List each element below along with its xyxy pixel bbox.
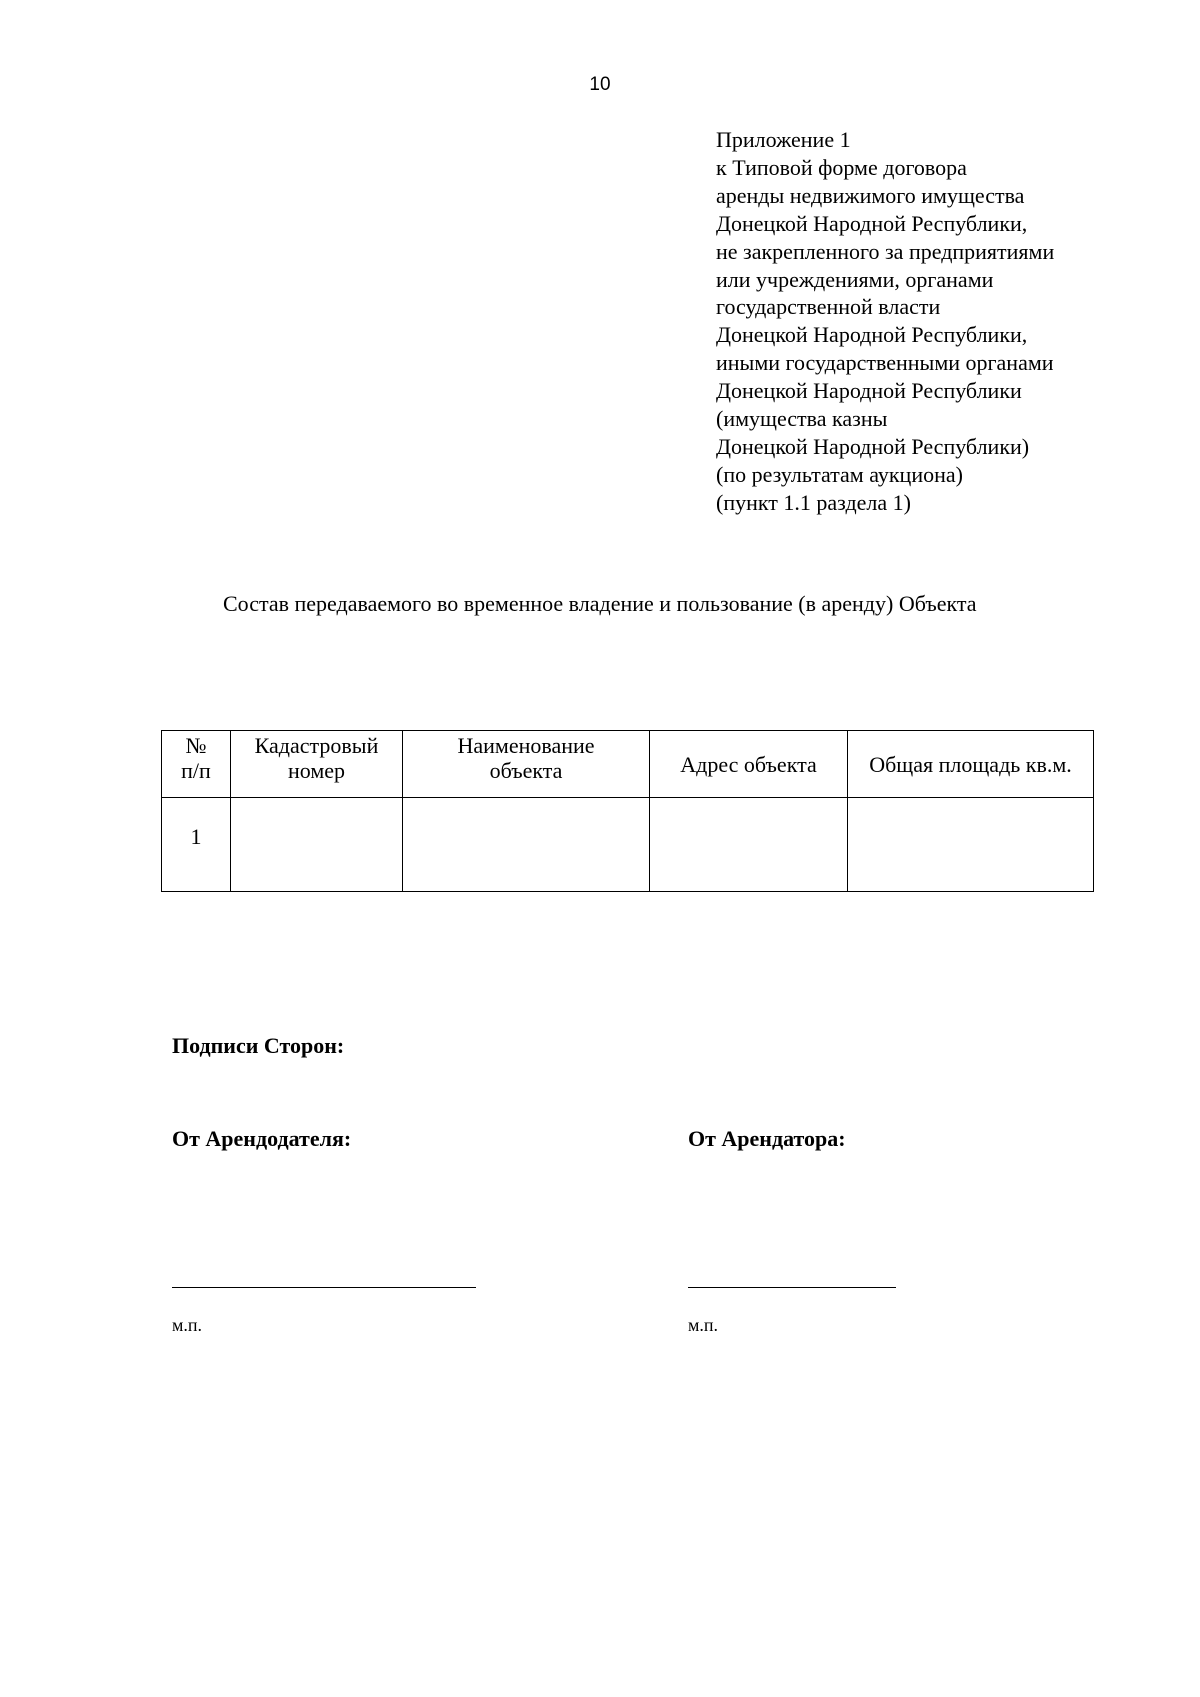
appendix-line: Донецкой Народной Республики, — [716, 210, 1028, 236]
page-number: 10 — [589, 74, 611, 95]
lessor-stamp-place: м.п. — [172, 1315, 203, 1335]
header-name-line1: Наименование — [457, 733, 595, 758]
header-cadastral — [231, 731, 403, 798]
appendix-line: аренды недвижимого имущества — [716, 182, 1025, 208]
appendix-line: не закрепленного за предприятиями — [716, 238, 1055, 264]
appendix-line: (по результатам аукциона) — [716, 461, 963, 487]
header-address: Адрес объекта — [650, 731, 848, 798]
header-cadastral-line2: номер — [287, 758, 346, 783]
appendix-line: (пункт 1.1 раздела 1) — [716, 489, 911, 515]
document-heading: Состав передаваемого во временное владение и пользование (в аренду) Объекта — [223, 591, 977, 616]
header-name — [403, 731, 650, 798]
lessee-signature-line — [688, 1287, 896, 1288]
cell-area — [848, 798, 1094, 892]
objects-table — [161, 730, 1094, 892]
header-name-line2: объекта — [489, 758, 563, 783]
table-row — [162, 798, 1094, 892]
header-cadastral-line1: Кадастровый — [254, 733, 379, 758]
cell-name — [403, 798, 650, 892]
header-number-line1: № — [185, 733, 207, 758]
lessor-signature-line — [172, 1287, 476, 1288]
appendix-line: государственной власти — [716, 294, 941, 320]
header-area: Общая площадь кв.м. — [848, 731, 1094, 798]
appendix-line: иными государственными органами — [716, 350, 1054, 376]
appendix-line: к Типовой форме договора — [716, 154, 967, 180]
appendix-line: (имущества казны — [716, 406, 888, 432]
table-header-row — [162, 731, 1094, 798]
header-number-line2: п/п — [181, 758, 211, 783]
appendix-line: Приложение 1 — [716, 127, 851, 152]
header-number — [162, 731, 231, 798]
appendix-line: Донецкой Народной Республики) — [716, 433, 1030, 459]
appendix-block — [716, 126, 1156, 517]
appendix-line: Донецкой Народной Республики, — [716, 322, 1028, 348]
lessee-stamp-place: м.п. — [688, 1315, 719, 1335]
lessor-label: От Арендодателя: — [172, 1126, 352, 1151]
cell-number: 1 — [162, 798, 231, 892]
appendix-line: или учреждениями, органами — [716, 266, 994, 292]
cell-cadastral — [231, 798, 403, 892]
appendix-line: Донецкой Народной Республики — [716, 378, 1022, 404]
signatures-title: Подписи Сторон: — [172, 1033, 345, 1058]
cell-address — [650, 798, 848, 892]
lessee-label: От Арендатора: — [688, 1126, 846, 1151]
